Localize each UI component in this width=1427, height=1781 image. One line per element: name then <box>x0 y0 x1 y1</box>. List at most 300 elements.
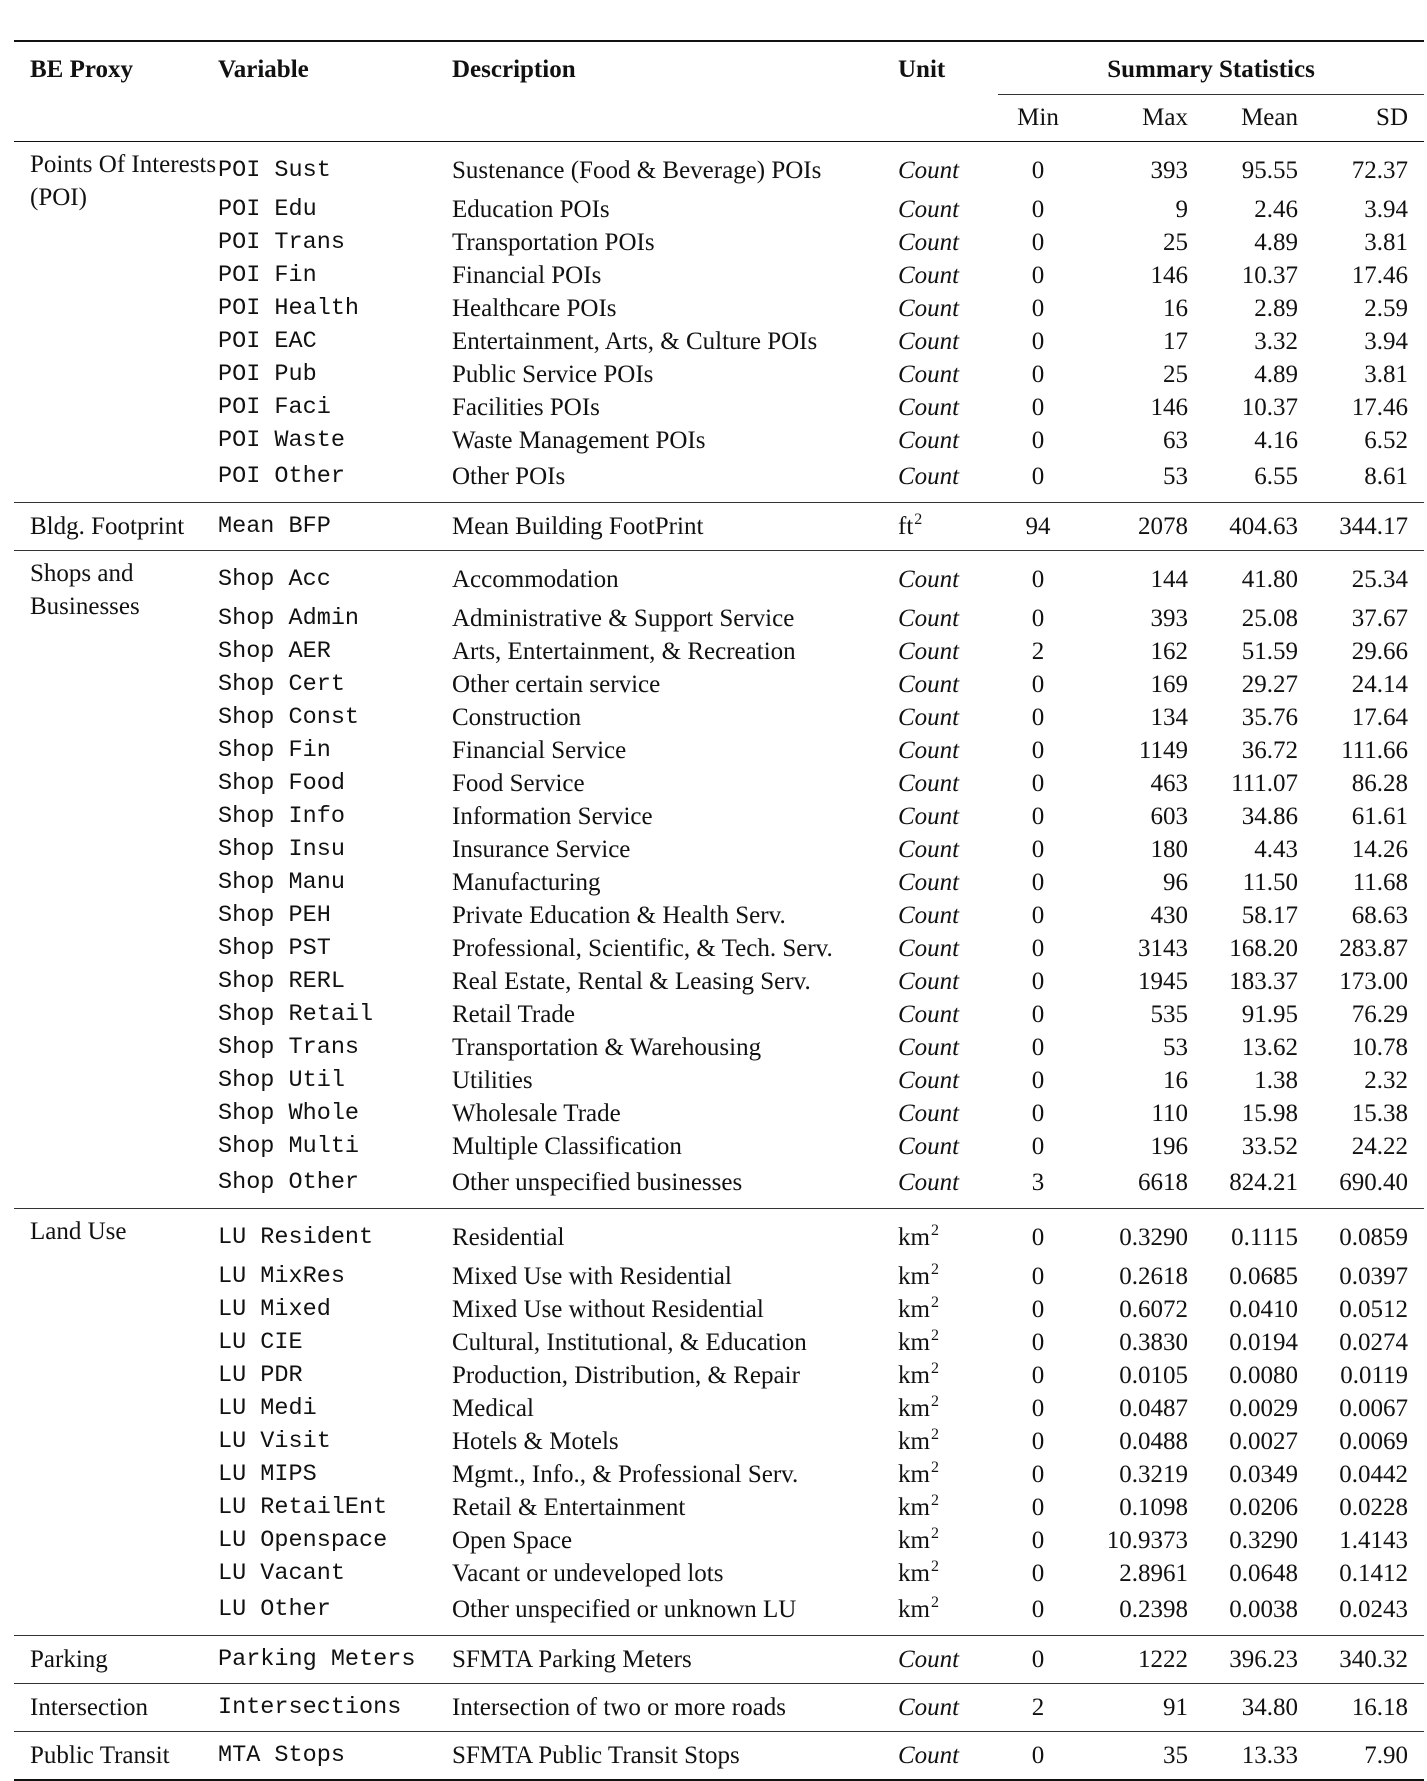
sd-cell: 3.94 <box>1364 327 1409 355</box>
variable-cell: LU Vacant <box>218 1560 345 1587</box>
table-row <box>14 1590 1424 1636</box>
table-row <box>14 1557 1424 1590</box>
mean-cell: 824.21 <box>1229 1168 1298 1196</box>
unit-exponent: 2 <box>930 1524 939 1542</box>
mean-cell: 58.17 <box>1241 901 1298 929</box>
unit-cell <box>898 551 998 603</box>
mean-cell: 4.89 <box>1254 360 1298 388</box>
min-cell: 0 <box>1031 1394 1045 1422</box>
mean-cell: 0.0648 <box>1229 1559 1298 1587</box>
variable-cell: Shop Multi <box>218 1133 360 1160</box>
max-cell: 25 <box>1163 360 1188 388</box>
mean-cell: 10.37 <box>1241 393 1298 421</box>
variable-cell: Shop Whole <box>218 1100 360 1127</box>
unit-text: Count <box>898 901 960 929</box>
mean-cell: 0.0685 <box>1229 1262 1298 1290</box>
max-cell: 10.9373 <box>1106 1526 1188 1554</box>
mean-cell: 0.0080 <box>1229 1361 1298 1389</box>
unit-cell <box>898 424 998 457</box>
unit-text: Count <box>898 1066 960 1094</box>
unit-exponent: 2 <box>930 1491 939 1509</box>
variable-cell: LU PDR <box>218 1362 303 1389</box>
max-cell: 0.3830 <box>1119 1328 1188 1356</box>
sd-cell: 1.4143 <box>1339 1526 1409 1554</box>
table-row <box>14 1031 1424 1064</box>
variable-cell: Shop Const <box>218 704 360 731</box>
table-row <box>14 1359 1424 1392</box>
sd-cell: 0.0859 <box>1339 1223 1409 1251</box>
sd-cell: 10.78 <box>1351 1033 1409 1061</box>
table-row <box>14 1064 1424 1097</box>
mean-cell: 36.72 <box>1241 736 1298 764</box>
max-cell: 16 <box>1163 1066 1188 1094</box>
mean-cell: 0.0027 <box>1229 1427 1298 1455</box>
table-row <box>14 965 1424 998</box>
table-row <box>14 325 1424 358</box>
sd-cell: 0.0442 <box>1339 1460 1409 1488</box>
be-proxy-cell: Points Of Interests (POI) <box>30 151 217 211</box>
min-cell: 0 <box>1031 1000 1045 1028</box>
description-cell: Administrative & Support Service <box>452 604 795 632</box>
min-cell: 0 <box>1031 1262 1045 1290</box>
max-cell: 463 <box>1150 769 1188 797</box>
min-cell: 0 <box>1031 703 1045 731</box>
unit-cell <box>898 358 998 391</box>
min-cell: 0 <box>1031 604 1045 632</box>
sd-cell: 17.46 <box>1351 261 1409 289</box>
header-description: Description <box>452 56 576 84</box>
mean-cell: 0.3290 <box>1229 1526 1298 1554</box>
mean-cell: 11.50 <box>1242 868 1298 896</box>
unit-cell <box>898 1326 998 1359</box>
unit-text: km <box>898 1394 930 1422</box>
table-row <box>14 259 1424 292</box>
unit-cell <box>898 1163 998 1209</box>
unit-text: km <box>898 1361 930 1389</box>
unit-text: Count <box>898 1645 960 1673</box>
min-cell: 0 <box>1031 967 1045 995</box>
row-group <box>14 142 1424 503</box>
table-row <box>14 1491 1424 1524</box>
unit-exponent: 2 <box>930 1593 939 1611</box>
mean-cell: 0.0349 <box>1229 1460 1298 1488</box>
min-cell: 0 <box>1031 802 1045 830</box>
unit-text: Count <box>898 462 960 490</box>
mean-cell: 29.27 <box>1241 670 1298 698</box>
description-cell: Multiple Classification <box>452 1132 682 1160</box>
variable-cell: LU Openspace <box>218 1527 388 1554</box>
unit-cell <box>898 325 998 358</box>
unit-text: Count <box>898 565 960 593</box>
unit-cell <box>898 833 998 866</box>
header-mean: Mean <box>1241 104 1298 131</box>
table-row <box>14 1684 1424 1732</box>
unit-cell <box>898 965 998 998</box>
unit-exponent: 2 <box>930 1557 939 1575</box>
max-cell: 35 <box>1163 1741 1188 1769</box>
row-group <box>14 503 1424 551</box>
unit-cell <box>898 668 998 701</box>
description-cell: Vacant or undeveloped lots <box>452 1559 724 1587</box>
table-row <box>14 1209 1424 1261</box>
description-cell: Retail & Entertainment <box>452 1493 686 1521</box>
sd-cell: 61.61 <box>1351 802 1409 830</box>
variable-cell: Shop Info <box>218 803 345 830</box>
unit-cell <box>898 1524 998 1557</box>
unit-text: km <box>898 1223 930 1251</box>
variable-cell: POI Pub <box>218 361 317 388</box>
max-cell: 1945 <box>1138 967 1188 995</box>
max-cell: 2078 <box>1138 512 1188 540</box>
max-cell: 393 <box>1150 604 1188 632</box>
table-row <box>14 358 1424 391</box>
unit-cell <box>898 391 998 424</box>
description-cell: Real Estate, Rental & Leasing Serv. <box>452 967 811 995</box>
header-min: Min <box>1017 104 1059 131</box>
mean-cell: 0.0410 <box>1229 1295 1298 1323</box>
unit-cell <box>898 800 998 833</box>
max-cell: 0.2398 <box>1119 1595 1188 1623</box>
min-cell: 0 <box>1031 1559 1045 1587</box>
header-blank <box>218 95 452 142</box>
variable-cell: Shop Util <box>218 1067 345 1094</box>
sd-cell: 0.0397 <box>1339 1262 1409 1290</box>
max-cell: 53 <box>1163 1033 1188 1061</box>
variable-cell: POI Fin <box>218 262 317 289</box>
row-group <box>14 1209 1424 1636</box>
variable-cell: Intersections <box>218 1694 402 1721</box>
unit-cell <box>898 503 998 551</box>
unit-cell <box>898 734 998 767</box>
description-cell: Production, Distribution, & Repair <box>452 1361 800 1389</box>
description-cell: Mixed Use with Residential <box>452 1262 732 1290</box>
mean-cell: 2.46 <box>1254 195 1298 223</box>
row-group <box>14 551 1424 1209</box>
max-cell: 25 <box>1163 228 1188 256</box>
table-row <box>14 503 1424 551</box>
unit-cell <box>898 1260 998 1293</box>
sd-cell: 2.59 <box>1364 294 1409 322</box>
sd-cell: 690.40 <box>1339 1168 1409 1196</box>
min-cell: 0 <box>1031 327 1045 355</box>
unit-text: Count <box>898 195 960 223</box>
description-cell: Facilities POIs <box>452 393 600 421</box>
variable-cell: POI EAC <box>218 328 317 355</box>
be-proxy-cell: Land Use <box>30 1218 127 1245</box>
description-cell: Utilities <box>452 1066 533 1094</box>
min-cell: 0 <box>1031 1099 1045 1127</box>
sd-cell: 344.17 <box>1339 512 1409 540</box>
description-cell: Residential <box>452 1223 565 1251</box>
unit-text: Count <box>898 604 960 632</box>
sd-cell: 68.63 <box>1351 901 1409 929</box>
sd-cell: 0.0067 <box>1339 1394 1409 1422</box>
unit-text: Count <box>898 967 960 995</box>
sd-cell: 340.32 <box>1339 1645 1409 1673</box>
description-cell: Education POIs <box>452 195 610 223</box>
unit-exponent: 2 <box>930 1260 939 1278</box>
variable-cell: LU CIE <box>218 1329 303 1356</box>
sd-cell: 3.94 <box>1364 195 1409 223</box>
unit-text: Count <box>898 769 960 797</box>
mean-cell: 2.89 <box>1254 294 1298 322</box>
header-summary-statistics: Summary Statistics <box>998 41 1424 95</box>
max-cell: 144 <box>1150 565 1188 593</box>
min-cell: 0 <box>1031 195 1045 223</box>
unit-cell <box>898 1064 998 1097</box>
unit-cell <box>898 899 998 932</box>
min-cell: 0 <box>1031 294 1045 322</box>
description-cell: Information Service <box>452 802 653 830</box>
description-cell: Private Education & Health Serv. <box>452 901 786 929</box>
min-cell: 0 <box>1031 565 1045 593</box>
unit-text: ft <box>898 512 914 540</box>
table-row <box>14 1326 1424 1359</box>
header-variable: Variable <box>218 56 309 84</box>
variable-cell: Shop Trans <box>218 1034 360 1061</box>
unit-text: km <box>898 1427 930 1455</box>
max-cell: 16 <box>1163 294 1188 322</box>
max-cell: 146 <box>1150 393 1188 421</box>
unit-text: Count <box>898 802 960 830</box>
description-cell: Professional, Scientific, & Tech. Serv. <box>452 934 833 962</box>
min-cell: 0 <box>1031 1741 1045 1769</box>
table-row <box>14 193 1424 226</box>
unit-text: km <box>898 1526 930 1554</box>
max-cell: 63 <box>1163 426 1188 454</box>
sd-cell: 14.26 <box>1351 835 1409 863</box>
mean-cell: 0.0029 <box>1229 1394 1298 1422</box>
min-cell: 0 <box>1031 1645 1045 1673</box>
variable-cell: Shop Retail <box>218 1001 374 1028</box>
table-row <box>14 1293 1424 1326</box>
unit-text: km <box>898 1559 930 1587</box>
mean-cell: 4.16 <box>1254 426 1298 454</box>
unit-cell <box>898 767 998 800</box>
unit-cell <box>898 259 998 292</box>
sd-cell: 0.0119 <box>1340 1361 1409 1389</box>
description-cell: Hotels & Motels <box>452 1427 619 1455</box>
table-row <box>14 899 1424 932</box>
variable-cell: Shop RERL <box>218 968 345 995</box>
min-cell: 0 <box>1031 769 1045 797</box>
mean-cell: 0.0194 <box>1229 1328 1298 1356</box>
sd-cell: 7.90 <box>1364 1741 1409 1769</box>
min-cell: 0 <box>1031 1033 1045 1061</box>
mean-cell: 1.38 <box>1254 1066 1298 1094</box>
max-cell: 180 <box>1150 835 1188 863</box>
variable-cell: Mean BFP <box>218 513 331 540</box>
mean-cell: 13.62 <box>1241 1033 1298 1061</box>
unit-text: Count <box>898 156 960 184</box>
table-row <box>14 998 1424 1031</box>
description-cell: Retail Trade <box>452 1000 575 1028</box>
max-cell: 17 <box>1163 327 1188 355</box>
table-row <box>14 635 1424 668</box>
max-cell: 0.0487 <box>1119 1394 1188 1422</box>
max-cell: 1149 <box>1138 736 1188 764</box>
unit-cell <box>898 998 998 1031</box>
variable-cell: Shop Manu <box>218 869 345 896</box>
description-cell: Cultural, Institutional, & Education <box>452 1328 807 1356</box>
description-cell: Transportation & Warehousing <box>452 1033 762 1061</box>
table-row <box>14 767 1424 800</box>
unit-cell <box>898 1359 998 1392</box>
variable-cell: Shop Fin <box>218 737 331 764</box>
mean-cell: 396.23 <box>1229 1645 1298 1673</box>
unit-cell <box>898 1557 998 1590</box>
table-row <box>14 1130 1424 1163</box>
unit-exponent: 2 <box>930 1392 939 1410</box>
min-cell: 0 <box>1031 228 1045 256</box>
variable-cell: POI Trans <box>218 229 345 256</box>
description-cell: Sustenance (Food & Beverage) POIs <box>452 156 822 184</box>
unit-text: km <box>898 1460 930 1488</box>
unit-text: Count <box>898 1033 960 1061</box>
sd-cell: 6.52 <box>1364 426 1409 454</box>
unit-text: Count <box>898 393 960 421</box>
mean-cell: 0.0038 <box>1229 1595 1298 1623</box>
table-row <box>14 457 1424 503</box>
variable-cell: Shop PST <box>218 935 331 962</box>
unit-cell <box>898 932 998 965</box>
variable-cell: POI Other <box>218 463 345 490</box>
unit-text: Count <box>898 294 960 322</box>
min-cell: 2 <box>1031 637 1045 665</box>
unit-text: Count <box>898 934 960 962</box>
be-proxy-summary-table <box>14 40 1424 1781</box>
mean-cell: 41.80 <box>1241 565 1298 593</box>
table-container <box>14 40 1424 1781</box>
row-group <box>14 1636 1424 1684</box>
max-cell: 603 <box>1150 802 1188 830</box>
header-blank <box>452 95 898 142</box>
min-cell: 0 <box>1031 1328 1045 1356</box>
description-cell: Other POIs <box>452 462 566 490</box>
variable-cell: Shop Acc <box>218 566 331 593</box>
unit-exponent: 2 <box>930 1425 939 1443</box>
max-cell: 110 <box>1151 1099 1188 1127</box>
unit-text: Count <box>898 228 960 256</box>
max-cell: 430 <box>1150 901 1188 929</box>
max-cell: 0.2618 <box>1119 1262 1188 1290</box>
sd-cell: 0.0274 <box>1339 1328 1409 1356</box>
max-cell: 134 <box>1150 703 1188 731</box>
table-row <box>14 292 1424 325</box>
unit-cell <box>898 193 998 226</box>
sd-cell: 3.81 <box>1364 228 1409 256</box>
table-row <box>14 800 1424 833</box>
description-cell: Intersection of two or more roads <box>452 1693 786 1721</box>
sd-cell: 24.14 <box>1351 670 1409 698</box>
description-cell: Entertainment, Arts, & Culture POIs <box>452 327 818 355</box>
sd-cell: 24.22 <box>1351 1132 1409 1160</box>
min-cell: 0 <box>1031 360 1045 388</box>
sd-cell: 29.66 <box>1351 637 1409 665</box>
max-cell: 0.3290 <box>1119 1223 1188 1251</box>
table-row <box>14 424 1424 457</box>
unit-text: km <box>898 1328 930 1356</box>
variable-cell: LU RetailEnt <box>218 1494 388 1521</box>
max-cell: 0.3219 <box>1119 1460 1188 1488</box>
unit-text: km <box>898 1493 930 1521</box>
unit-cell <box>898 1491 998 1524</box>
description-cell: SFMTA Public Transit Stops <box>452 1741 740 1769</box>
unit-cell <box>898 1031 998 1064</box>
unit-cell <box>898 1392 998 1425</box>
max-cell: 91 <box>1163 1693 1188 1721</box>
sd-cell: 0.1412 <box>1339 1559 1409 1587</box>
variable-cell: Shop Other <box>218 1169 360 1196</box>
mean-cell: 0.0206 <box>1229 1493 1298 1521</box>
sd-cell: 0.0512 <box>1339 1295 1409 1323</box>
header-be-proxy: BE Proxy <box>30 56 134 84</box>
description-cell: Food Service <box>452 769 585 797</box>
variable-cell: POI Faci <box>218 394 331 421</box>
mean-cell: 111.07 <box>1231 769 1298 797</box>
min-cell: 0 <box>1031 1295 1045 1323</box>
unit-cell <box>898 1209 998 1261</box>
max-cell: 53 <box>1163 462 1188 490</box>
header-unit: Unit <box>898 56 946 84</box>
description-cell: Public Service POIs <box>452 360 654 388</box>
variable-cell: POI Edu <box>218 196 317 223</box>
unit-text: Count <box>898 1693 960 1721</box>
unit-exponent: 2 <box>930 1359 939 1377</box>
sd-cell: 16.18 <box>1351 1693 1409 1721</box>
max-cell: 162 <box>1150 637 1188 665</box>
max-cell: 3143 <box>1138 934 1188 962</box>
min-cell: 0 <box>1031 736 1045 764</box>
min-cell: 0 <box>1031 670 1045 698</box>
unit-text: Count <box>898 835 960 863</box>
table-row <box>14 668 1424 701</box>
sd-cell: 76.29 <box>1351 1000 1409 1028</box>
unit-text: Count <box>898 1099 960 1127</box>
variable-cell: LU Visit <box>218 1428 331 1455</box>
unit-cell <box>898 701 998 734</box>
table-header <box>14 41 1424 142</box>
unit-exponent: 2 <box>930 1293 939 1311</box>
be-proxy-cell: Bldg. Footprint <box>30 513 185 540</box>
unit-cell <box>898 602 998 635</box>
min-cell: 0 <box>1031 835 1045 863</box>
min-cell: 0 <box>1031 1132 1045 1160</box>
max-cell: 0.6072 <box>1119 1295 1188 1323</box>
max-cell: 6618 <box>1138 1168 1188 1196</box>
unit-cell <box>898 1293 998 1326</box>
sd-cell: 17.64 <box>1351 703 1409 731</box>
min-cell: 0 <box>1031 868 1045 896</box>
mean-cell: 25.08 <box>1241 604 1298 632</box>
unit-cell <box>898 457 998 503</box>
unit-text: Count <box>898 736 960 764</box>
min-cell: 0 <box>1031 1526 1045 1554</box>
description-cell: Other unspecified businesses <box>452 1168 743 1196</box>
sd-cell: 37.67 <box>1351 604 1409 632</box>
variable-cell: LU Mixed <box>218 1296 331 1323</box>
mean-cell: 0.1115 <box>1231 1223 1298 1251</box>
sd-cell: 11.68 <box>1352 868 1409 896</box>
max-cell: 169 <box>1150 670 1188 698</box>
mean-cell: 15.98 <box>1241 1099 1298 1127</box>
min-cell: 0 <box>1031 1066 1045 1094</box>
unit-cell <box>898 1097 998 1130</box>
description-cell: Other certain service <box>452 670 661 698</box>
unit-cell <box>898 1590 998 1636</box>
variable-cell: LU Medi <box>218 1395 317 1422</box>
max-cell: 9 <box>1175 195 1188 223</box>
